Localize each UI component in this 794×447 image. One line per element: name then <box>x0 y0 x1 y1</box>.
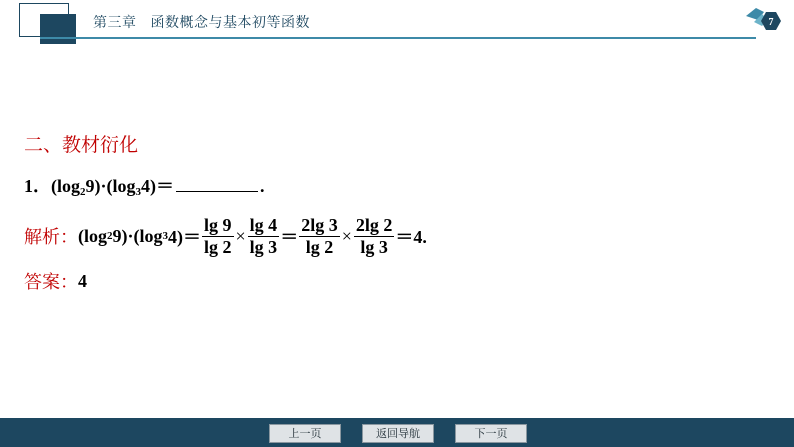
chapter-heading <box>93 12 310 32</box>
fraction-2 <box>248 216 280 257</box>
equals-sign: ＝ <box>280 227 299 247</box>
question-expr-part: (log <box>51 176 80 196</box>
fraction-numerator: 2lg 2 <box>355 214 393 235</box>
back-to-nav-button[interactable]: 返回导航 <box>362 424 434 443</box>
header-solid-block <box>40 14 76 44</box>
fraction-numerator: lg 4 <box>249 214 278 235</box>
fraction-3 <box>299 216 340 257</box>
answer-line <box>24 268 87 294</box>
answer-blank <box>176 175 258 192</box>
answer-label: 答案： <box>24 272 78 293</box>
solution-label: 解析： <box>24 227 78 248</box>
chapter-title: 函数概念与基本初等函数 <box>150 15 310 31</box>
solution-line <box>24 214 427 258</box>
question-line <box>24 172 265 198</box>
solution-expr-part: 4)＝ <box>168 227 201 247</box>
solution-subscript: 3 <box>162 230 168 242</box>
times-sign: × <box>341 225 352 246</box>
fraction-denominator: lg 3 <box>360 236 388 257</box>
header-divider <box>40 37 756 39</box>
solution-expr-part: (log <box>78 225 107 246</box>
page-number: 7 <box>768 17 774 28</box>
prev-page-button[interactable]: 上一页 <box>269 424 341 443</box>
chapter-number: 第三章 <box>93 15 137 31</box>
fraction-numerator: lg 9 <box>204 214 232 235</box>
solution-result: ＝4. <box>395 227 427 247</box>
fraction-1 <box>202 216 234 257</box>
next-page-button[interactable]: 下一页 <box>455 424 527 443</box>
answer-value: 4 <box>78 270 87 291</box>
fraction-denominator: lg 2 <box>305 236 334 257</box>
question-period: . <box>260 176 265 196</box>
solution-expr-part: 9)·(log <box>112 225 163 246</box>
section-title: 二、教材衍化 <box>24 134 139 156</box>
question-number: 1． <box>24 176 51 196</box>
question-expr-part: 4)＝ <box>141 176 174 196</box>
fraction-numerator: 2lg 3 <box>301 214 338 235</box>
fraction-4 <box>354 216 395 257</box>
page-number-badge-icon <box>742 4 786 40</box>
times-sign: × <box>235 225 246 246</box>
fraction-denominator: lg 2 <box>204 236 232 257</box>
question-expr-part: 9)·(log <box>85 176 136 196</box>
question-subscript: 3 <box>135 186 141 198</box>
solution-subscript: 2 <box>107 230 113 242</box>
fraction-denominator: lg 3 <box>249 236 278 257</box>
question-subscript: 2 <box>80 186 86 198</box>
